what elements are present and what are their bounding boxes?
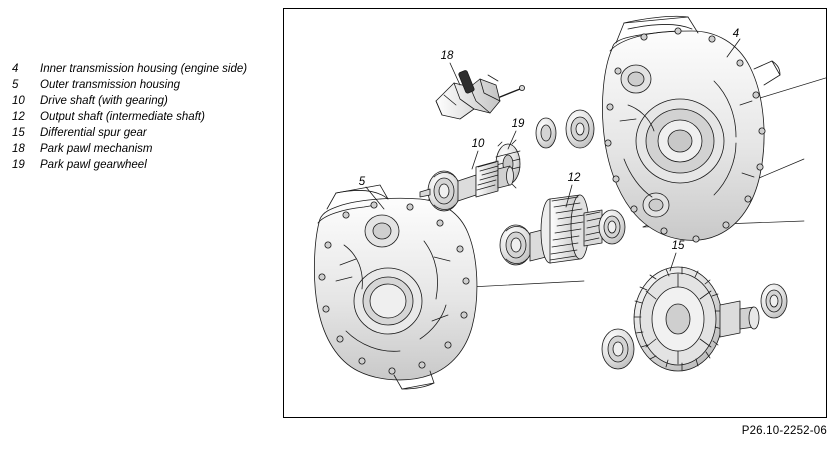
part-inner-transmission-housing	[602, 16, 780, 242]
list-item	[12, 142, 262, 156]
list-item	[12, 158, 262, 172]
legend-item-label: Drive shaft (with gearing)	[40, 95, 168, 107]
legend-item-number: 5	[12, 79, 19, 91]
callout-12: 12	[567, 172, 581, 184]
legend-list	[12, 62, 262, 174]
list-item	[12, 62, 262, 76]
legend-item-label: Outer transmission housing	[40, 79, 180, 91]
legend-item-number: 19	[12, 159, 25, 171]
legend-item-number: 10	[12, 95, 25, 107]
legend-item-label: Output shaft (intermediate shaft)	[40, 111, 205, 123]
part-differential-spur-gear	[602, 267, 787, 371]
legend-item-number: 18	[12, 143, 25, 155]
part-park-pawl-mechanism	[436, 70, 525, 119]
legend-item-number: 4	[12, 63, 19, 75]
part-outer-transmission-housing	[314, 185, 477, 389]
list-item	[12, 110, 262, 124]
list-item	[12, 78, 262, 92]
legend-item-label: Differential spur gear	[40, 127, 147, 139]
legend-item-number: 15	[12, 127, 25, 139]
figure-reference-code: P26.10-2252-06	[741, 425, 827, 437]
legend-item-label: Park pawl mechanism	[40, 143, 153, 155]
callout-4: 4	[732, 28, 740, 40]
list-item	[12, 126, 262, 140]
list-item	[12, 94, 262, 108]
exploded-view-illustration	[283, 8, 827, 418]
legend-item-number: 12	[12, 111, 25, 123]
callout-19: 19	[511, 118, 525, 130]
callout-5: 5	[358, 176, 366, 188]
callout-15: 15	[671, 240, 685, 252]
legend-item-label: Park pawl gearwheel	[40, 159, 147, 171]
part-drive-shaft	[420, 161, 514, 211]
callout-10: 10	[471, 138, 485, 150]
legend-item-label: Inner transmission housing (engine side)	[40, 63, 248, 75]
callout-18: 18	[440, 50, 454, 62]
